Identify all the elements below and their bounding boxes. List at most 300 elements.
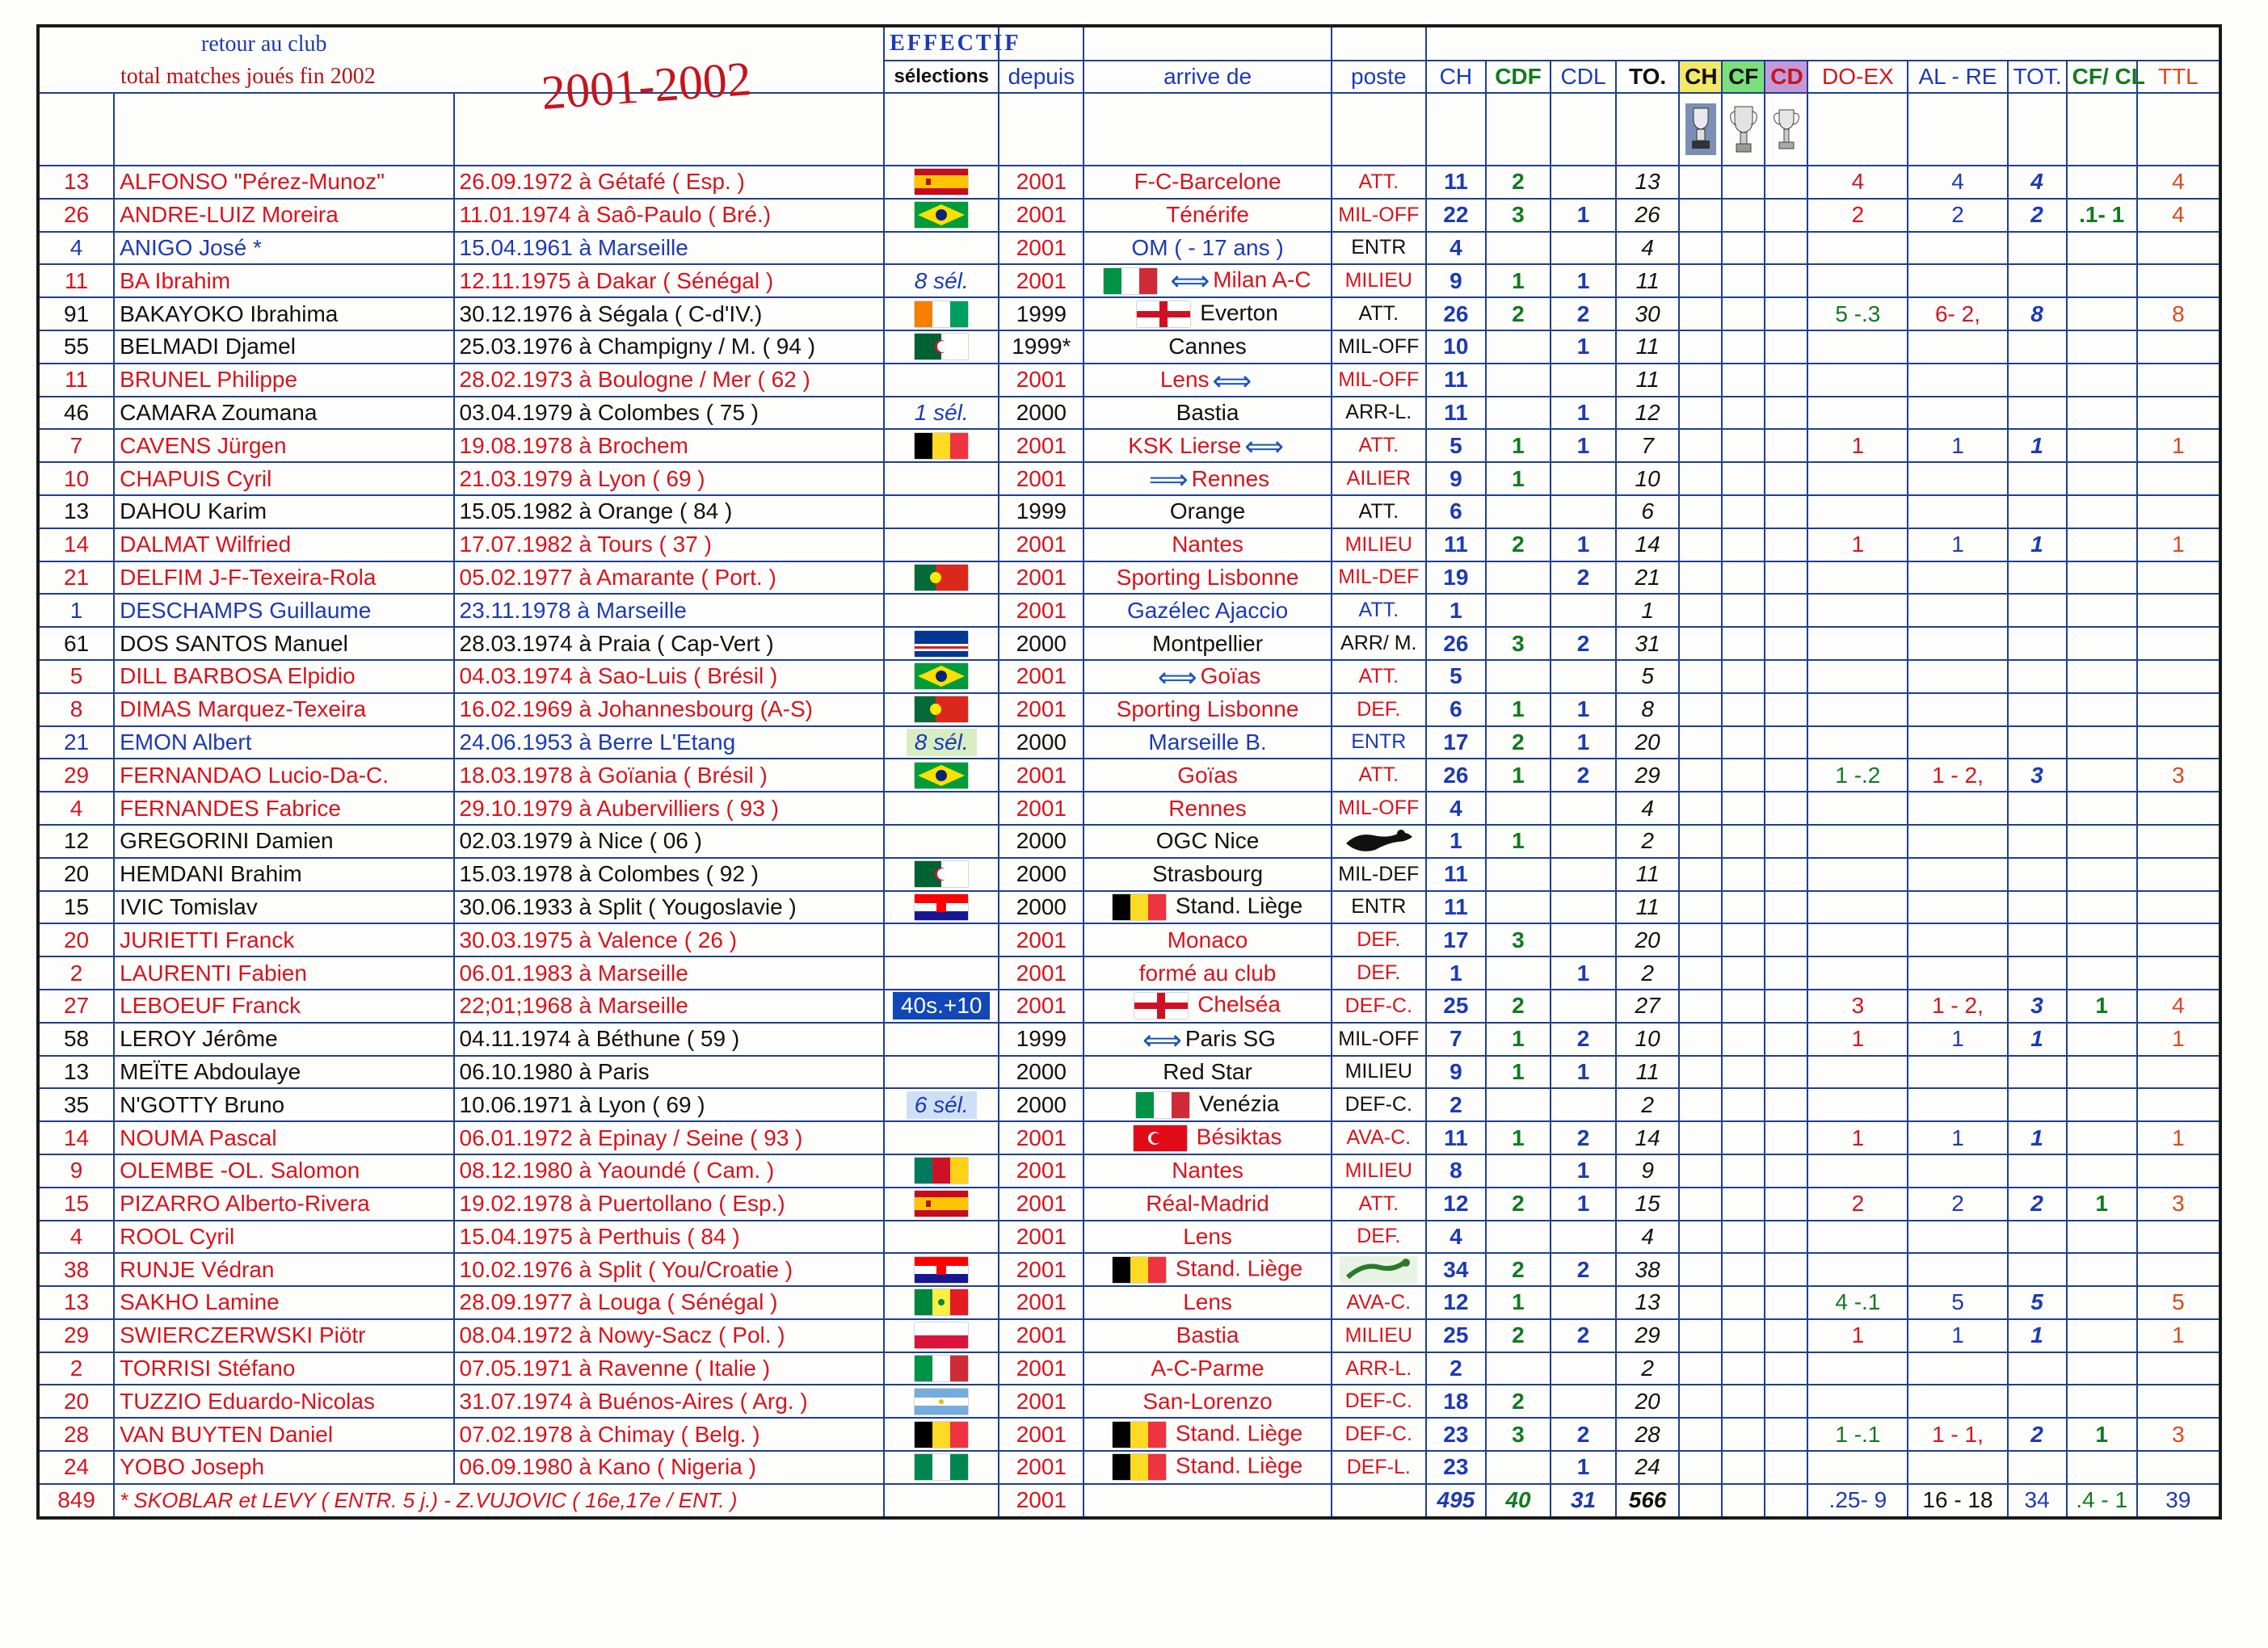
tot-goals: 1 xyxy=(2008,528,2067,561)
trophy-cd-icon xyxy=(1769,102,1803,157)
total-matches: 8 xyxy=(1616,693,1679,726)
position: ATT. xyxy=(1332,660,1426,693)
selections-cell xyxy=(884,1188,999,1221)
position: ATT. xyxy=(1332,166,1426,199)
cf-trophy-cell xyxy=(1722,264,1765,297)
cdl-matches: 2 xyxy=(1551,1023,1616,1056)
doex-goals xyxy=(1807,792,1908,825)
shirt-number: 20 xyxy=(38,1385,114,1418)
ttl-goals: 5 xyxy=(2137,1286,2220,1319)
player-row xyxy=(38,199,2220,232)
doex-goals: 1 xyxy=(1807,1023,1908,1056)
cd-trophy-cell xyxy=(1765,1056,1807,1089)
player-name: HEMDANI Brahim xyxy=(114,858,453,891)
player-row xyxy=(38,1121,2220,1154)
ch-matches: 23 xyxy=(1426,1451,1486,1484)
player-row xyxy=(38,759,2220,792)
cf-trophy-cell xyxy=(1722,330,1765,364)
cd-trophy-cell xyxy=(1765,792,1807,825)
alre-goals: 1 - 2, xyxy=(1908,990,2007,1023)
since-year: 1999 xyxy=(999,495,1084,528)
shirt-number: 21 xyxy=(38,726,114,759)
total-matches: 20 xyxy=(1616,1385,1679,1418)
ch-trophy-cell xyxy=(1679,1352,1722,1385)
selections-cell xyxy=(884,1352,999,1385)
ch-trophy-cell xyxy=(1679,627,1722,660)
cdf-matches xyxy=(1486,561,1551,595)
cd-trophy-cell xyxy=(1765,264,1807,297)
selections-cell xyxy=(884,956,999,990)
selections-cell xyxy=(884,1385,999,1418)
player-name: BELMADI Djamel xyxy=(114,330,453,364)
since-year: 2001 xyxy=(999,1221,1084,1254)
player-row xyxy=(38,956,2220,990)
previous-club-cell xyxy=(1084,297,1331,330)
selections-cell xyxy=(884,1319,999,1352)
since-year: 2001 xyxy=(999,1154,1084,1188)
birth-info: 24.06.1953 à Berre L'Etang xyxy=(454,726,885,759)
double-arrow-icon: ⟺ xyxy=(1212,365,1252,397)
cf-trophy-cell xyxy=(1722,858,1765,891)
doex-goals xyxy=(1807,923,1908,956)
shirt-number: 46 xyxy=(38,397,114,430)
cdf-matches xyxy=(1486,594,1551,627)
position xyxy=(1332,1253,1426,1286)
since-year: 2001 xyxy=(999,1188,1084,1221)
alre-goals: 2 xyxy=(1908,1188,2007,1221)
cf-trophy-cell xyxy=(1722,1056,1765,1089)
since-year: 2000 xyxy=(999,627,1084,660)
player-row xyxy=(38,1253,2220,1286)
selections-cell xyxy=(884,1451,999,1484)
tot-goals xyxy=(2008,1352,2067,1385)
ch-matches: 1 xyxy=(1426,825,1486,858)
footer-note: * SKOBLAR et LEVY ( ENTR. 5 j.) - Z.VUJOVIC ( 16e,17e / ENT. ) xyxy=(114,1484,453,1518)
ch-matches: 6 xyxy=(1426,495,1486,528)
header-to: TO. xyxy=(1616,61,1679,93)
previous-club: Bastia xyxy=(1176,399,1239,425)
header-arrive-de: arrive de xyxy=(1084,61,1331,93)
cfcl-goals xyxy=(2067,462,2137,495)
ch-matches: 12 xyxy=(1426,1286,1486,1319)
player-name: EMON Albert xyxy=(114,726,453,759)
tot-goals xyxy=(2008,1056,2067,1089)
birth-info: 06.10.1980 à Paris xyxy=(454,1056,885,1089)
player-row xyxy=(38,1451,2220,1484)
previous-club-cell xyxy=(1084,330,1331,364)
cd-trophy-cell xyxy=(1765,1088,1807,1121)
selections-cell xyxy=(884,166,999,199)
argentina-flag-icon xyxy=(915,1389,968,1415)
tot-goals: 2 xyxy=(2008,1188,2067,1221)
player-row xyxy=(38,528,2220,561)
ch-trophy-cell xyxy=(1679,429,1722,462)
ch-matches: 5 xyxy=(1426,429,1486,462)
cdf-matches: 1 xyxy=(1486,759,1551,792)
diving-player-icon xyxy=(1340,1256,1417,1284)
header-cdf: CDF xyxy=(1486,61,1551,93)
ch-trophy-cell xyxy=(1679,1023,1722,1056)
ttl-goals: 4 xyxy=(2137,166,2220,199)
player-name: CAMARA Zoumana xyxy=(114,397,453,430)
ch-matches: 26 xyxy=(1426,759,1486,792)
tot-goals xyxy=(2008,1088,2067,1121)
ch-trophy-cell xyxy=(1679,726,1722,759)
previous-club: Lens xyxy=(1183,1289,1232,1315)
position: ARR-L. xyxy=(1332,1352,1426,1385)
tot-goals xyxy=(2008,825,2067,858)
cfcl-goals xyxy=(2067,627,2137,660)
italy-flag-icon xyxy=(1136,1092,1189,1118)
since-year: 2001 xyxy=(999,561,1084,595)
ttl-goals: 1 xyxy=(2137,528,2220,561)
cdl-matches: 1 xyxy=(1551,199,1616,232)
cd-trophy-cell xyxy=(1765,594,1807,627)
selections-cell xyxy=(884,891,999,924)
previous-club: Sporting Lisbonne xyxy=(1116,696,1299,722)
ch-matches: 11 xyxy=(1426,858,1486,891)
previous-club-cell xyxy=(1084,1418,1331,1451)
cd-trophy-cell xyxy=(1765,660,1807,693)
footer-cf-trophy xyxy=(1722,1484,1765,1518)
doex-goals xyxy=(1807,1385,1908,1418)
cfcl-goals xyxy=(2067,1023,2137,1056)
player-name: FERNANDAO Lucio-Da-C. xyxy=(114,759,453,792)
ch-trophy-cell xyxy=(1679,1418,1722,1451)
cfcl-goals xyxy=(2067,693,2137,726)
shirt-number: 27 xyxy=(38,990,114,1023)
player-name: LEBOEUF Franck xyxy=(114,990,453,1023)
cdl-matches xyxy=(1551,166,1616,199)
tot-goals: 1 xyxy=(2008,429,2067,462)
trophy-cd-cell xyxy=(1765,93,1807,166)
cf-trophy-cell xyxy=(1722,429,1765,462)
previous-club-cell xyxy=(1084,1221,1331,1254)
header-cfcl: CF/ CL xyxy=(2067,61,2137,93)
previous-club-cell xyxy=(1084,528,1331,561)
player-name: DIMAS Marquez-Texeira xyxy=(114,693,453,726)
ttl-goals: 3 xyxy=(2137,1188,2220,1221)
birth-info: 04.11.1974 à Béthune ( 59 ) xyxy=(454,1023,885,1056)
player-name: YOBO Joseph xyxy=(114,1451,453,1484)
alre-goals: 2 xyxy=(1908,199,2007,232)
cfcl-goals xyxy=(2067,1253,2137,1286)
birth-info: 25.03.1976 à Champigny / M. ( 94 ) xyxy=(454,330,885,364)
cfcl-goals xyxy=(2067,495,2137,528)
total-matches: 31 xyxy=(1616,627,1679,660)
total-matches: 10 xyxy=(1616,462,1679,495)
totals-row xyxy=(38,1484,2220,1518)
cfcl-goals xyxy=(2067,923,2137,956)
cfcl-goals xyxy=(2067,297,2137,330)
birth-info: 06.01.1983 à Marseille xyxy=(454,956,885,990)
total-matches: 24 xyxy=(1616,1451,1679,1484)
ch-matches: 2 xyxy=(1426,1088,1486,1121)
selections-count: 8 sél. xyxy=(914,267,969,293)
shirt-number: 5 xyxy=(38,660,114,693)
algeria-flag-icon xyxy=(915,334,968,359)
cdf-matches: 2 xyxy=(1486,166,1551,199)
birth-info: 15.05.1982 à Orange ( 84 ) xyxy=(454,495,885,528)
cfcl-goals xyxy=(2067,594,2137,627)
alre-goals xyxy=(1908,956,2007,990)
shirt-number: 13 xyxy=(38,166,114,199)
shirt-number: 24 xyxy=(38,1451,114,1484)
shirt-number: 61 xyxy=(38,627,114,660)
player-name: TORRISI Stéfano xyxy=(114,1352,453,1385)
player-name: DOS SANTOS Manuel xyxy=(114,627,453,660)
header-row-3 xyxy=(38,93,2220,166)
player-row xyxy=(38,1319,2220,1352)
player-name: BA Ibrahim xyxy=(114,264,453,297)
belgium-flag-icon xyxy=(915,1422,968,1448)
position: ATT. xyxy=(1332,297,1426,330)
shirt-number: 20 xyxy=(38,858,114,891)
doex-goals: 4 -.1 xyxy=(1807,1286,1908,1319)
cd-trophy-cell xyxy=(1765,429,1807,462)
since-year: 2001 xyxy=(999,792,1084,825)
selections-cell xyxy=(884,825,999,858)
previous-club: Nantes xyxy=(1172,532,1243,557)
position: AVA-C. xyxy=(1332,1121,1426,1154)
shirt-number: 4 xyxy=(38,232,114,265)
tot-goals: 1 xyxy=(2008,1121,2067,1154)
cd-trophy-cell xyxy=(1765,495,1807,528)
player-name: TUZZIO Eduardo-Nicolas xyxy=(114,1385,453,1418)
spain-flag-icon xyxy=(915,169,968,195)
cdl-matches: 2 xyxy=(1551,561,1616,595)
since-year: 1999 xyxy=(999,297,1084,330)
cdl-matches xyxy=(1551,594,1616,627)
cdf-matches xyxy=(1486,1352,1551,1385)
birth-info: 17.07.1982 à Tours ( 37 ) xyxy=(454,528,885,561)
player-name: ANIGO José * xyxy=(114,232,453,265)
total-matches: 7 xyxy=(1616,429,1679,462)
shirt-number: 10 xyxy=(38,462,114,495)
selections-cell xyxy=(884,627,999,660)
cd-trophy-cell xyxy=(1765,1319,1807,1352)
position: MILIEU xyxy=(1332,1056,1426,1089)
total-ch: 495 xyxy=(1426,1484,1486,1518)
cf-trophy-cell xyxy=(1722,199,1765,232)
player-row xyxy=(38,1385,2220,1418)
previous-club: Red Star xyxy=(1163,1058,1252,1084)
position: DEF-C. xyxy=(1332,1385,1426,1418)
player-name: IVIC Tomislav xyxy=(114,891,453,924)
birth-info: 15.03.1978 à Colombes ( 92 ) xyxy=(454,858,885,891)
alre-goals: 1 xyxy=(1908,528,2007,561)
position: MILIEU xyxy=(1332,528,1426,561)
previous-club: Stand. Liège xyxy=(1175,893,1303,919)
cdl-matches: 2 xyxy=(1551,1253,1616,1286)
player-name: GREGORINI Damien xyxy=(114,825,453,858)
turkey-flag-icon xyxy=(1134,1125,1187,1151)
cd-trophy-cell xyxy=(1765,1154,1807,1188)
doex-goals xyxy=(1807,561,1908,595)
tot-goals: 5 xyxy=(2008,1286,2067,1319)
birth-info: 02.03.1979 à Nice ( 06 ) xyxy=(454,825,885,858)
algeria-flag-icon xyxy=(915,861,968,887)
birth-info: 31.07.1974 à Buénos-Aires ( Arg. ) xyxy=(454,1385,885,1418)
player-name: CHAPUIS Cyril xyxy=(114,462,453,495)
previous-club-cell xyxy=(1084,166,1331,199)
total-matches: 4 xyxy=(1616,1221,1679,1254)
alre-goals xyxy=(1908,891,2007,924)
cf-trophy-cell xyxy=(1722,166,1765,199)
ttl-goals: 4 xyxy=(2137,990,2220,1023)
total-matches: 29 xyxy=(1616,759,1679,792)
position: DEF. xyxy=(1332,923,1426,956)
birth-info: 10.06.1971 à Lyon ( 69 ) xyxy=(454,1088,885,1121)
shirt-number: 15 xyxy=(38,1188,114,1221)
double-arrow-icon: ⟺ xyxy=(1244,431,1284,463)
cfcl-goals xyxy=(2067,429,2137,462)
previous-club-cell xyxy=(1084,660,1331,693)
cfcl-goals: 1 xyxy=(2067,1418,2137,1451)
cdl-matches: 1 xyxy=(1551,1188,1616,1221)
birth-info: 05.02.1977 à Amarante ( Port. ) xyxy=(454,561,885,595)
previous-club: Sporting Lisbonne xyxy=(1116,564,1299,590)
cfcl-goals xyxy=(2067,1385,2137,1418)
previous-club: KSK Lierse xyxy=(1128,432,1242,458)
cf-trophy-cell xyxy=(1722,1121,1765,1154)
total-cfcl: .4 - 1 xyxy=(2067,1484,2137,1518)
doex-goals xyxy=(1807,330,1908,364)
total-matches: 11 xyxy=(1616,1056,1679,1089)
ttl-goals: 3 xyxy=(2137,1418,2220,1451)
previous-club-cell xyxy=(1084,726,1331,759)
cdl-matches: 2 xyxy=(1551,1121,1616,1154)
doex-goals xyxy=(1807,627,1908,660)
ttl-goals xyxy=(2137,1385,2220,1418)
ch-trophy-cell xyxy=(1679,923,1722,956)
birth-info: 21.03.1979 à Lyon ( 69 ) xyxy=(454,462,885,495)
birth-info: 30.12.1976 à Ségala ( C-d'IV.) xyxy=(454,297,885,330)
doex-goals: 1 xyxy=(1807,528,1908,561)
ch-trophy-cell xyxy=(1679,199,1722,232)
alre-goals xyxy=(1908,1253,2007,1286)
birth-info: 18.03.1978 à Goïania ( Brésil ) xyxy=(454,759,885,792)
tot-goals xyxy=(2008,1154,2067,1188)
ch-matches: 18 xyxy=(1426,1385,1486,1418)
previous-club: F-C-Barcelone xyxy=(1134,169,1281,195)
alre-goals: 4 xyxy=(1908,166,2007,199)
selections-cell xyxy=(884,1154,999,1188)
total-matches: 30 xyxy=(1616,297,1679,330)
doex-goals: 1 xyxy=(1807,429,1908,462)
birth-info: 06.09.1980 à Kano ( Nigeria ) xyxy=(454,1451,885,1484)
ch-matches: 10 xyxy=(1426,330,1486,364)
player-name: DILL BARBOSA Elpidio xyxy=(114,660,453,693)
cdf-matches xyxy=(1486,792,1551,825)
selections-cell xyxy=(884,1023,999,1056)
tot-goals: 3 xyxy=(2008,990,2067,1023)
total-matches: 14 xyxy=(1616,1121,1679,1154)
player-row xyxy=(38,1088,2220,1121)
since-year: 2001 xyxy=(999,528,1084,561)
cdf-matches: 1 xyxy=(1486,462,1551,495)
ch-trophy-cell xyxy=(1679,528,1722,561)
alre-goals: 1 - 1, xyxy=(1908,1418,2007,1451)
previous-club: Monaco xyxy=(1167,927,1248,952)
cd-trophy-cell xyxy=(1765,1023,1807,1056)
doex-goals: 1 -.1 xyxy=(1807,1418,1908,1451)
birth-info: 07.02.1978 à Chimay ( Belg. ) xyxy=(454,1418,885,1451)
player-row xyxy=(38,1352,2220,1385)
selections-cell xyxy=(884,297,999,330)
cdl-matches xyxy=(1551,1352,1616,1385)
total-matches: 13 xyxy=(1616,166,1679,199)
total-matches: 4 xyxy=(1616,232,1679,265)
total-matches: 29 xyxy=(1616,1319,1679,1352)
previous-club-cell xyxy=(1084,397,1331,430)
previous-club-cell xyxy=(1084,199,1331,232)
player-row xyxy=(38,693,2220,726)
position: MIL-DEF xyxy=(1332,561,1426,595)
position: DEF. xyxy=(1332,956,1426,990)
tot-goals xyxy=(2008,956,2067,990)
selections-cell xyxy=(884,1056,999,1089)
previous-club: Orange xyxy=(1169,498,1246,524)
header-ch: CH xyxy=(1426,61,1486,93)
ch-matches: 22 xyxy=(1426,199,1486,232)
cfcl-goals xyxy=(2067,1088,2137,1121)
since-year: 2001 xyxy=(999,956,1084,990)
ivory-flag-icon xyxy=(915,301,968,327)
cd-trophy-cell xyxy=(1765,627,1807,660)
previous-club: Stand. Liège xyxy=(1175,1420,1303,1446)
selections-cell xyxy=(884,232,999,265)
cfcl-goals xyxy=(2067,1154,2137,1188)
ttl-goals xyxy=(2137,792,2220,825)
cfcl-goals xyxy=(2067,1352,2137,1385)
selections-cell xyxy=(884,1088,999,1121)
position xyxy=(1332,825,1426,858)
player-row xyxy=(38,627,2220,660)
previous-club: Rennes xyxy=(1191,465,1270,491)
header-tot: TOT. xyxy=(2008,61,2067,93)
since-year: 2000 xyxy=(999,825,1084,858)
position: DEF. xyxy=(1332,1221,1426,1254)
ttl-goals: 1 xyxy=(2137,1121,2220,1154)
ch-matches: 26 xyxy=(1426,297,1486,330)
header-row-1 xyxy=(38,26,2220,61)
ch-matches: 11 xyxy=(1426,891,1486,924)
cdf-matches: 2 xyxy=(1486,528,1551,561)
since-year: 2001 xyxy=(999,1385,1084,1418)
shirt-number: 15 xyxy=(38,891,114,924)
previous-club-cell xyxy=(1084,1253,1331,1286)
alre-goals xyxy=(1908,397,2007,430)
birth-info: 08.04.1972 à Nowy-Sacz ( Pol. ) xyxy=(454,1319,885,1352)
alre-goals xyxy=(1908,923,2007,956)
previous-club: Paris SG xyxy=(1184,1026,1276,1052)
ch-trophy-cell xyxy=(1679,264,1722,297)
alre-goals: 1 xyxy=(1908,1319,2007,1352)
cdl-matches: 2 xyxy=(1551,627,1616,660)
cdl-matches xyxy=(1551,990,1616,1023)
ch-trophy-cell xyxy=(1679,891,1722,924)
total-matches: 20 xyxy=(1616,726,1679,759)
cd-trophy-cell xyxy=(1765,561,1807,595)
player-name: FERNANDES Fabrice xyxy=(114,792,453,825)
ttl-goals xyxy=(2137,462,2220,495)
player-name: LEROY Jérôme xyxy=(114,1023,453,1056)
cdl-matches xyxy=(1551,1385,1616,1418)
cdf-matches xyxy=(1486,364,1551,397)
total-matches: 4 xyxy=(1616,792,1679,825)
ttl-goals xyxy=(2137,232,2220,265)
